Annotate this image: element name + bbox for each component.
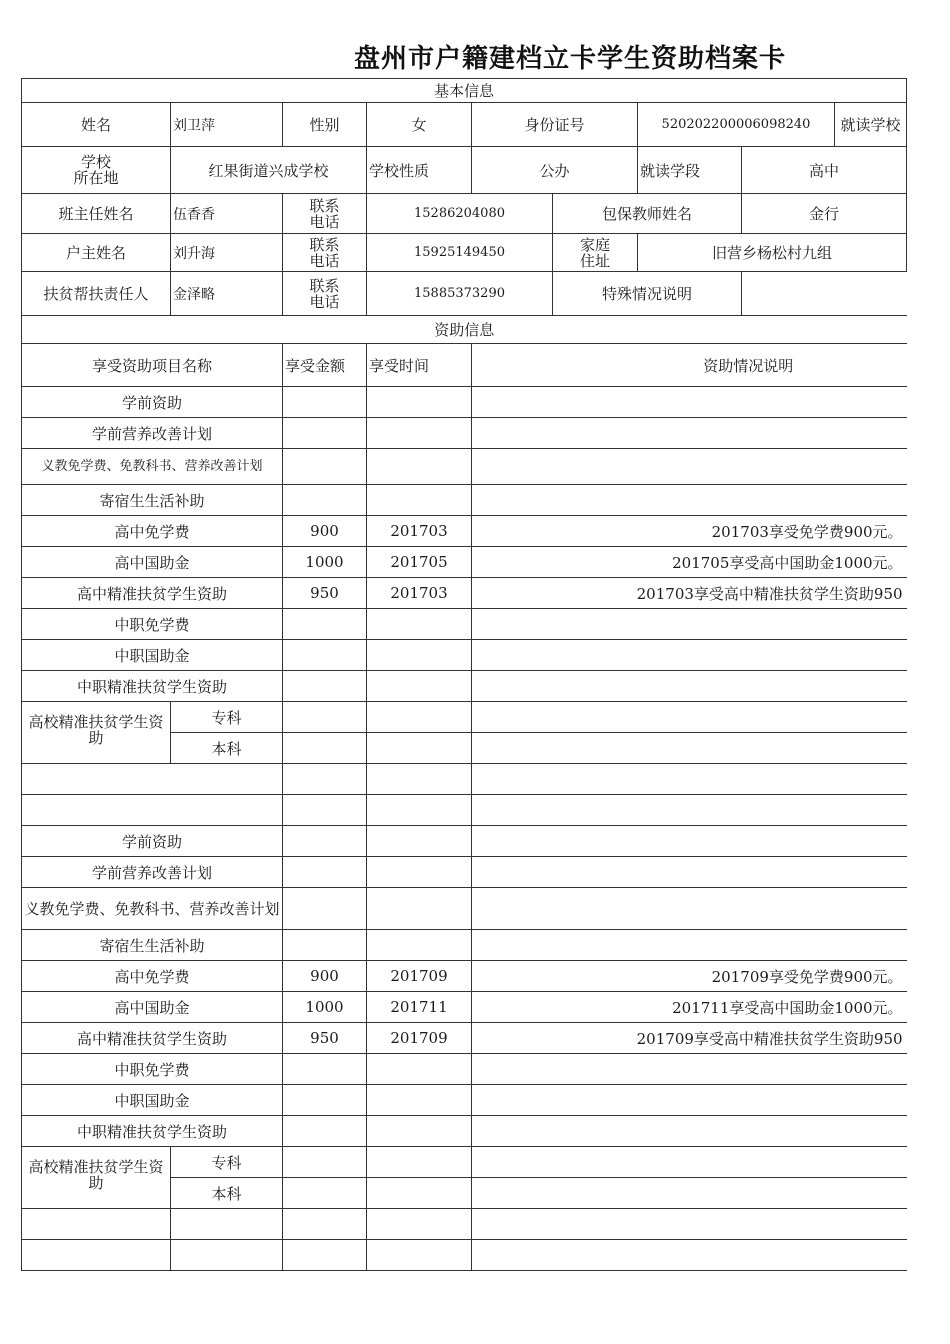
aid-project-name: 学前资助 bbox=[22, 387, 283, 418]
blank-row-name bbox=[22, 1209, 171, 1240]
blank-row-desc bbox=[472, 1209, 907, 1240]
teacher-phone-value: 15286204080 bbox=[367, 194, 553, 234]
aid-time bbox=[367, 1054, 472, 1085]
aid-amount bbox=[283, 826, 367, 857]
aid-time bbox=[367, 826, 472, 857]
aid-project-name: 中职国助金 bbox=[22, 1085, 283, 1116]
aid-description bbox=[472, 449, 907, 485]
special-label: 特殊情况说明 bbox=[553, 272, 742, 316]
benke-desc bbox=[472, 733, 907, 764]
blank-row-name bbox=[22, 795, 283, 826]
aid-project-name: 学前资助 bbox=[22, 826, 283, 857]
aid-description bbox=[472, 485, 907, 516]
aid-project-name: 义教免学费、免教科书、营养改善计划 bbox=[22, 449, 283, 485]
aid-row bbox=[22, 578, 907, 609]
householder-label: 户主姓名 bbox=[22, 234, 171, 272]
aid-description bbox=[472, 826, 907, 857]
aid-amount bbox=[283, 888, 367, 930]
aid-description bbox=[472, 888, 907, 930]
aid-amount bbox=[283, 449, 367, 485]
blank-row-sub bbox=[171, 1240, 283, 1271]
helper-label: 扶贫帮扶责任人 bbox=[22, 272, 171, 316]
helper-value: 金泽略 bbox=[171, 272, 283, 316]
aid-project-name: 中职免学费 bbox=[22, 609, 283, 640]
aid-amount: 1000 bbox=[283, 992, 367, 1023]
zhuanke-label: 专科 bbox=[171, 1147, 283, 1178]
school-label: 就读学校 bbox=[835, 103, 907, 147]
aid-row bbox=[22, 1023, 907, 1054]
name-value: 刘卫萍 bbox=[171, 103, 283, 147]
aid-row bbox=[22, 826, 907, 857]
helper-phone-value: 15885373290 bbox=[367, 272, 553, 316]
archive-table bbox=[21, 78, 907, 1271]
aid-project-name: 中职国助金 bbox=[22, 640, 283, 671]
aid-time bbox=[367, 387, 472, 418]
guarantee-teacher-value: 金行 bbox=[742, 194, 907, 234]
aid-row bbox=[22, 671, 907, 702]
aid-description: 201703享受免学费900元。 bbox=[472, 516, 907, 547]
benke-time bbox=[367, 1178, 472, 1209]
aid-time bbox=[367, 609, 472, 640]
aid-row bbox=[22, 609, 907, 640]
zhuanke-time bbox=[367, 702, 472, 733]
id-value: 520202200006098240 bbox=[638, 103, 835, 147]
aid-time bbox=[367, 449, 472, 485]
aid-time bbox=[367, 888, 472, 930]
aid-project-name: 寄宿生生活补助 bbox=[22, 930, 283, 961]
zhuanke-amount bbox=[283, 1147, 367, 1178]
aid-description bbox=[472, 418, 907, 449]
householder-value: 刘升海 bbox=[171, 234, 283, 272]
blank-row-name bbox=[22, 1240, 171, 1271]
aid-row bbox=[22, 1116, 907, 1147]
aid-time bbox=[367, 671, 472, 702]
benke-label: 本科 bbox=[171, 733, 283, 764]
aid-description: 201711享受高中国助金1000元。 bbox=[472, 992, 907, 1023]
blank-row-amount bbox=[283, 1240, 367, 1271]
school-location-label: 学校 所在地 bbox=[22, 147, 171, 194]
school-type-value: 公办 bbox=[472, 147, 638, 194]
aid-info-header: 资助信息 bbox=[22, 316, 907, 344]
blank-row-desc bbox=[472, 764, 907, 795]
aid-amount: 1000 bbox=[283, 547, 367, 578]
aid-time: 201711 bbox=[367, 992, 472, 1023]
col-project-header: 享受资助项目名称 bbox=[22, 344, 283, 387]
aid-description: 201705享受高中国助金1000元。 bbox=[472, 547, 907, 578]
aid-row bbox=[22, 992, 907, 1023]
aid-description bbox=[472, 1054, 907, 1085]
col-time-header: 享受时间 bbox=[367, 344, 472, 387]
benke-desc bbox=[472, 1178, 907, 1209]
zhuanke-time bbox=[367, 1147, 472, 1178]
aid-project-name: 学前营养改善计划 bbox=[22, 857, 283, 888]
address-label: 家庭 住址 bbox=[553, 234, 638, 272]
higher-edu-label: 高校精准扶贫学生资助 bbox=[22, 702, 171, 764]
aid-project-name: 高中精准扶贫学生资助 bbox=[22, 578, 283, 609]
aid-description bbox=[472, 857, 907, 888]
aid-description bbox=[472, 387, 907, 418]
aid-project-name: 高中国助金 bbox=[22, 992, 283, 1023]
aid-amount bbox=[283, 671, 367, 702]
guarantee-teacher-label: 包保教师姓名 bbox=[553, 194, 742, 234]
blank-row-desc bbox=[472, 1240, 907, 1271]
aid-row bbox=[22, 387, 907, 418]
address-value: 旧营乡杨松村九组 bbox=[638, 234, 907, 272]
aid-description bbox=[472, 930, 907, 961]
aid-project-name: 义教免学费、免教科书、营养改善计划 bbox=[22, 888, 283, 930]
aid-amount bbox=[283, 387, 367, 418]
blank-row-desc bbox=[472, 795, 907, 826]
archive-card bbox=[21, 78, 906, 1271]
aid-row bbox=[22, 640, 907, 671]
aid-description bbox=[472, 609, 907, 640]
aid-description: 201709享受高中精准扶贫学生资助950 bbox=[472, 1023, 907, 1054]
teacher-label: 班主任姓名 bbox=[22, 194, 171, 234]
aid-amount bbox=[283, 857, 367, 888]
aid-time bbox=[367, 930, 472, 961]
aid-project-name: 中职免学费 bbox=[22, 1054, 283, 1085]
aid-time: 201703 bbox=[367, 516, 472, 547]
householder-phone-label: 联系 电话 bbox=[283, 234, 367, 272]
page-title: 盘州市户籍建档立卡学生资助档案卡 bbox=[353, 44, 786, 74]
blank-row-time bbox=[367, 764, 472, 795]
blank-row-amount bbox=[283, 795, 367, 826]
benke-amount bbox=[283, 733, 367, 764]
aid-time bbox=[367, 640, 472, 671]
aid-time: 201705 bbox=[367, 547, 472, 578]
gender-label: 性别 bbox=[283, 103, 367, 147]
aid-block-1 bbox=[22, 387, 907, 702]
blank-row-time bbox=[367, 1240, 472, 1271]
aid-amount bbox=[283, 485, 367, 516]
aid-row bbox=[22, 1054, 907, 1085]
aid-row bbox=[22, 547, 907, 578]
aid-time bbox=[367, 418, 472, 449]
zhuanke-desc bbox=[472, 702, 907, 733]
aid-project-name: 学前营养改善计划 bbox=[22, 418, 283, 449]
special-value bbox=[742, 272, 907, 316]
aid-project-name: 寄宿生生活补助 bbox=[22, 485, 283, 516]
aid-description bbox=[472, 640, 907, 671]
teacher-value: 伍香香 bbox=[171, 194, 283, 234]
aid-project-name: 高中免学费 bbox=[22, 516, 283, 547]
aid-row bbox=[22, 888, 907, 930]
aid-amount: 900 bbox=[283, 516, 367, 547]
col-amount-header: 享受金额 bbox=[283, 344, 367, 387]
blank-row-time bbox=[367, 1209, 472, 1240]
higher-edu-label: 高校精准扶贫学生资助 bbox=[22, 1147, 171, 1209]
aid-description: 201703享受高中精准扶贫学生资助950 bbox=[472, 578, 907, 609]
aid-amount bbox=[283, 1116, 367, 1147]
aid-project-name: 高中精准扶贫学生资助 bbox=[22, 1023, 283, 1054]
aid-time bbox=[367, 857, 472, 888]
aid-time: 201703 bbox=[367, 578, 472, 609]
aid-row bbox=[22, 1085, 907, 1116]
aid-time bbox=[367, 1085, 472, 1116]
aid-project-name: 中职精准扶贫学生资助 bbox=[22, 671, 283, 702]
aid-amount bbox=[283, 1054, 367, 1085]
aid-time: 201709 bbox=[367, 1023, 472, 1054]
aid-amount bbox=[283, 1085, 367, 1116]
aid-row bbox=[22, 516, 907, 547]
benke-label: 本科 bbox=[171, 1178, 283, 1209]
school-location-value: 红果街道兴成学校 bbox=[171, 147, 367, 194]
gender-value: 女 bbox=[367, 103, 472, 147]
helper-phone-label: 联系 电话 bbox=[283, 272, 367, 316]
aid-block-2 bbox=[22, 826, 907, 1147]
id-label: 身份证号 bbox=[472, 103, 638, 147]
aid-project-name: 中职精准扶贫学生资助 bbox=[22, 1116, 283, 1147]
householder-phone-value: 15925149450 bbox=[367, 234, 553, 272]
stage-label: 就读学段 bbox=[638, 147, 742, 194]
zhuanke-label: 专科 bbox=[171, 702, 283, 733]
benke-amount bbox=[283, 1178, 367, 1209]
aid-row bbox=[22, 857, 907, 888]
aid-row bbox=[22, 418, 907, 449]
zhuanke-desc bbox=[472, 1147, 907, 1178]
stage-value: 高中 bbox=[742, 147, 907, 194]
aid-amount bbox=[283, 609, 367, 640]
col-desc-header: 资助情况说明 bbox=[472, 344, 907, 387]
aid-row bbox=[22, 485, 907, 516]
aid-time: 201709 bbox=[367, 961, 472, 992]
aid-project-name: 高中免学费 bbox=[22, 961, 283, 992]
zhuanke-amount bbox=[283, 702, 367, 733]
aid-row bbox=[22, 961, 907, 992]
aid-amount: 950 bbox=[283, 1023, 367, 1054]
blank-row-name bbox=[22, 764, 283, 795]
blank-row-time bbox=[367, 795, 472, 826]
aid-description bbox=[472, 1085, 907, 1116]
aid-row bbox=[22, 930, 907, 961]
aid-amount: 950 bbox=[283, 578, 367, 609]
aid-amount bbox=[283, 930, 367, 961]
name-label: 姓名 bbox=[22, 103, 171, 147]
teacher-phone-label: 联系 电话 bbox=[283, 194, 367, 234]
basic-info-header: 基本信息 bbox=[22, 79, 907, 103]
aid-row bbox=[22, 449, 907, 485]
aid-time bbox=[367, 1116, 472, 1147]
blank-row-amount bbox=[283, 764, 367, 795]
aid-time bbox=[367, 485, 472, 516]
school-type-label: 学校性质 bbox=[367, 147, 472, 194]
aid-project-name: 高中国助金 bbox=[22, 547, 283, 578]
aid-description: 201709享受免学费900元。 bbox=[472, 961, 907, 992]
benke-time bbox=[367, 733, 472, 764]
aid-description bbox=[472, 1116, 907, 1147]
blank-row-amount bbox=[283, 1209, 367, 1240]
aid-amount bbox=[283, 640, 367, 671]
aid-description bbox=[472, 671, 907, 702]
blank-row-sub bbox=[171, 1209, 283, 1240]
aid-amount bbox=[283, 418, 367, 449]
aid-amount: 900 bbox=[283, 961, 367, 992]
